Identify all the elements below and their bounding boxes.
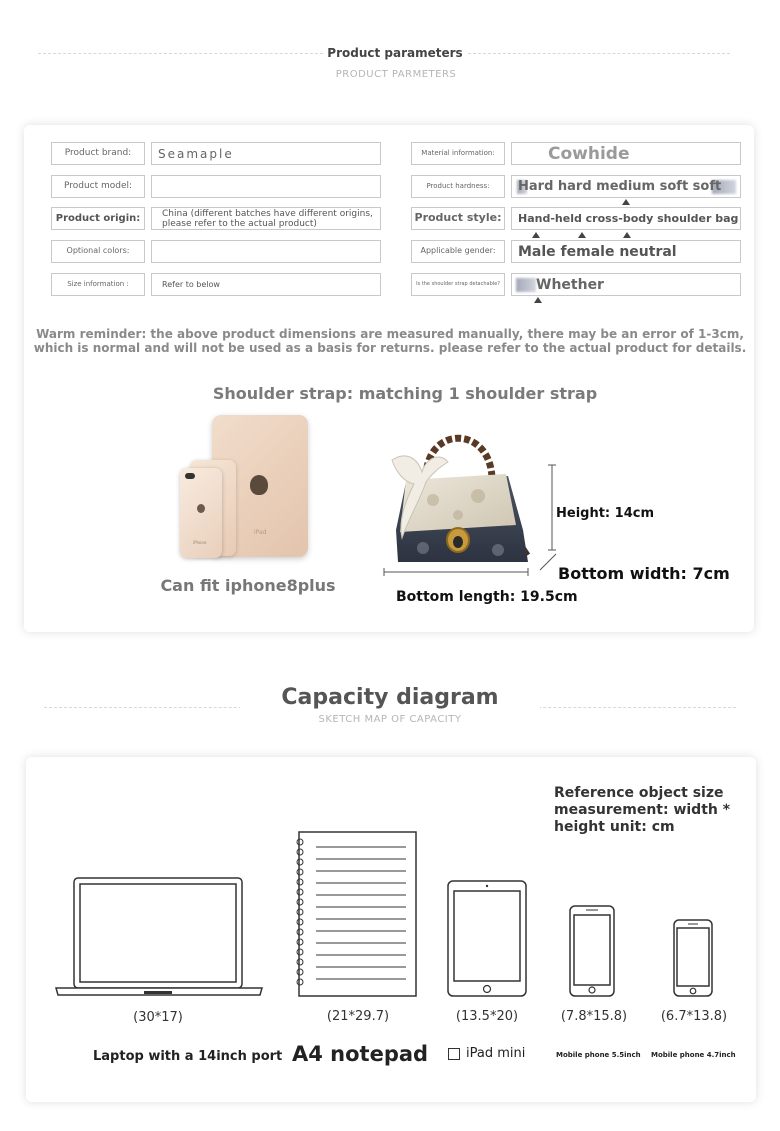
style-marker-1 <box>532 232 540 238</box>
label-brand: Product brand: <box>51 142 145 165</box>
handbag-illustration <box>378 420 568 580</box>
header-rule-left <box>38 53 323 54</box>
label-origin: Product origin: <box>51 207 145 230</box>
ipad-mini-size: (13.5*20) <box>455 1009 519 1024</box>
phone-47-icon <box>672 918 714 999</box>
section-subtitle-capacity: SKETCH MAP OF CAPACITY <box>318 714 462 725</box>
label-model: Product model: <box>51 175 145 198</box>
reference-note: Reference object size measurement: width * height unit: cm <box>554 785 731 835</box>
iphone-logo-icon <box>197 504 205 513</box>
notepad-size: (21*29.7) <box>326 1009 390 1024</box>
bottom-width-dimension: Bottom width: 7cm <box>558 564 730 583</box>
value-style <box>511 207 741 230</box>
phone-47-name: Mobile phone 4.7inch <box>651 1051 736 1059</box>
section-title-capacity: Capacity diagram <box>240 685 540 710</box>
camera-icon <box>185 473 195 479</box>
section-subtitle-parameters: PRODUCT PARMETERS <box>335 69 457 80</box>
hardness-text: Hard hard medium soft soft <box>518 179 722 194</box>
iphone-label: iPhone <box>193 540 207 545</box>
value-gender <box>511 240 741 263</box>
phone-55-icon <box>568 904 616 999</box>
phone-47-size: (6.7*13.8) <box>660 1009 728 1024</box>
section-title-parameters: Product parameters <box>327 46 463 60</box>
value-model <box>151 175 381 198</box>
label-size: Size information : <box>51 273 145 296</box>
hardness-marker <box>622 199 630 205</box>
label-style: Product style: <box>411 207 505 230</box>
value-size <box>151 273 381 296</box>
value-brand <box>151 142 381 165</box>
strap-blur <box>516 278 536 292</box>
brand-text: Seamaple <box>158 146 234 161</box>
value-strap <box>511 273 741 296</box>
laptop-name: Laptop with a 14inch port <box>93 1049 283 1064</box>
origin-text: China (different batches have different origins, please refer to the actual product) <box>162 208 373 229</box>
strap-marker <box>534 297 542 303</box>
material-text: Cowhide <box>548 143 630 164</box>
ipad-mini-icon <box>446 879 528 999</box>
value-material <box>511 142 741 165</box>
iphone-front-image <box>180 468 222 558</box>
fit-caption: Can fit iphone8plus <box>160 576 336 595</box>
header-rule-right <box>468 53 730 54</box>
height-dimension: Height: 14cm <box>556 506 654 521</box>
ipad-label: iPad <box>254 529 267 536</box>
phone-55-name: Mobile phone 5.5inch <box>556 1051 641 1059</box>
label-gender: Applicable gender: <box>411 240 505 263</box>
warm-reminder: Warm reminder: the above product dimensions are measured manually, there may be an error of 1-3cm, which is normal and will not be used as a basis for returns. please refer to the actual product for details. <box>33 327 747 355</box>
laptop-size: (30*17) <box>133 1010 183 1025</box>
style-marker-3 <box>623 232 631 238</box>
strap-text: Whether <box>536 276 604 293</box>
phone-55-size: (7.8*15.8) <box>560 1009 628 1024</box>
laptop-icon <box>54 876 264 998</box>
label-strap: Is the shoulder strap detachable? <box>411 273 505 296</box>
value-hardness <box>511 175 741 198</box>
apple-logo-icon <box>250 475 268 495</box>
style-text: Hand-held cross-body shoulder bag <box>518 212 739 225</box>
value-colors <box>151 240 381 263</box>
a4-notepad-icon <box>294 830 420 998</box>
notepad-name: A4 notepad <box>292 1042 429 1066</box>
label-hardness: Product hardness: <box>411 175 505 198</box>
ipad-mini-checkbox <box>448 1048 460 1060</box>
style-marker-2 <box>578 232 586 238</box>
label-colors: Optional colors: <box>51 240 145 263</box>
size-text: Refer to below <box>162 280 220 289</box>
ipad-mini-name: iPad mini <box>466 1046 526 1061</box>
gender-text: Male female neutral <box>518 243 677 260</box>
label-material: Material information: <box>411 142 505 165</box>
bottom-length-dimension: Bottom length: 19.5cm <box>396 589 578 605</box>
shoulder-strap-note: Shoulder strap: matching 1 shoulder strap <box>212 384 598 403</box>
value-origin <box>151 207 381 230</box>
